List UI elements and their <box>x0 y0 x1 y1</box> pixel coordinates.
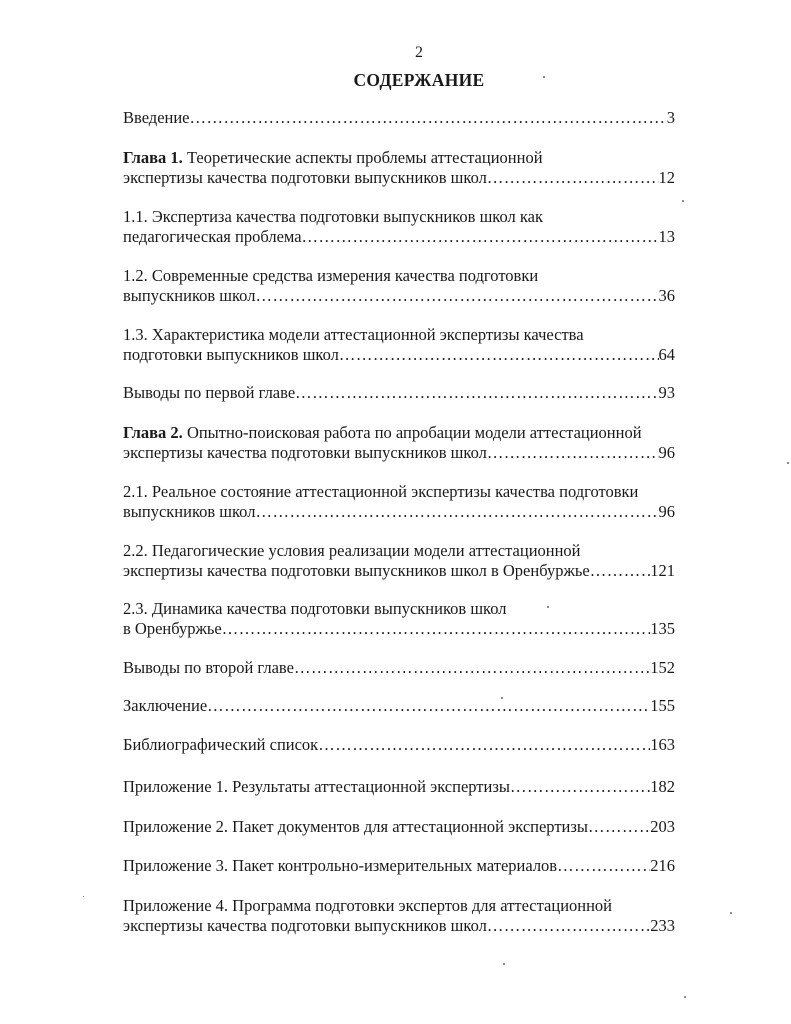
toc-page-number: 135 <box>650 619 675 638</box>
toc-page-number: 163 <box>650 735 675 754</box>
toc-entry-conclusion[interactable] <box>123 696 675 716</box>
scan-speck <box>682 200 684 202</box>
toc-entry-appendix-1[interactable] <box>123 777 675 797</box>
toc-page-number: 36 <box>658 286 675 305</box>
toc-page-number: 96 <box>658 443 675 462</box>
toc-page-number: 121 <box>650 561 675 580</box>
scan-speck <box>83 896 84 897</box>
toc-page-number: 96 <box>658 502 675 521</box>
leader-dots <box>255 502 658 522</box>
leader-dots <box>318 735 650 755</box>
toc-entry-introduction[interactable] <box>123 108 675 128</box>
scan-speck <box>503 963 505 965</box>
scan-speck <box>547 606 549 608</box>
toc-entry-title: Выводы по первой главе <box>123 383 296 402</box>
leader-dots <box>222 619 650 639</box>
toc-page-number: 152 <box>650 658 675 677</box>
toc-page-number: 13 <box>658 227 675 246</box>
toc-entry-appendix-3[interactable] <box>123 856 675 876</box>
toc-entry-title: экспертизы качества подготовки выпускников школ <box>123 443 487 462</box>
toc-entry-title-line1: 2.3. Динамика качества подготовки выпускников школ <box>123 599 507 618</box>
toc-entry-section-1-2[interactable] <box>123 266 675 306</box>
scan-speck <box>543 76 545 78</box>
leader-dots <box>255 286 658 306</box>
toc-entry-section-2-2[interactable] <box>123 541 675 581</box>
toc-page-number: 216 <box>650 856 675 875</box>
chapter-label: Глава 2. <box>123 423 183 442</box>
toc-entry-bibliography[interactable] <box>123 735 675 755</box>
toc-entry-title-line1: Опытно-поисковая работа по апробации модели аттестационной <box>182 423 642 442</box>
toc-entry-title-line1: 2.2. Педагогические условия реализации модели аттестационной <box>123 541 581 560</box>
toc-entry-title: выпускников школ <box>123 502 256 521</box>
leader-dots <box>294 658 650 678</box>
toc-entry-title-line1: Приложение 4. Программа подготовки экспертов для аттестационной <box>123 896 613 915</box>
toc-entry-title: Заключение <box>123 696 208 715</box>
toc-entry-title: экспертизы качества подготовки выпускников школ <box>123 916 487 935</box>
chapter-label: Глава 1. <box>123 148 183 167</box>
leader-dots <box>590 561 651 581</box>
leader-dots <box>487 443 659 463</box>
toc-entry-title: Введение <box>123 108 190 127</box>
toc-entry-title-line1: 1.3. Характеристика модели аттестационной экспертизы качества <box>123 325 584 344</box>
toc-entry-title: педагогическая проблема <box>123 227 302 246</box>
scan-speck <box>787 462 789 464</box>
leader-dots <box>510 777 650 797</box>
toc-entry-chapter-2[interactable] <box>123 423 675 463</box>
leader-dots <box>295 383 658 403</box>
page-title: СОДЕРЖАНИЕ <box>353 70 485 90</box>
toc-entry-title: в Оренбуржье <box>123 619 222 638</box>
toc-entry-title-line1: 2.1. Реальное состояние аттестационной экспертизы качества подготовки <box>123 482 639 501</box>
leader-dots <box>302 227 659 247</box>
toc-entry-title-line1: Теоретические аспекты проблемы аттестационной <box>182 148 543 167</box>
toc-entry-title: Приложение 2. Пакет документов для аттестационной экспертизы <box>123 817 588 836</box>
toc-entry-section-1-3[interactable] <box>123 325 675 365</box>
toc-entry-chapter-2-conclusions[interactable] <box>123 658 675 678</box>
toc-entry-title: Приложение 1. Результаты аттестационной экспертизы <box>123 777 510 796</box>
toc-page-number: 233 <box>650 916 675 935</box>
toc-entry-title-line1: 1.2. Современные средства измерения качества подготовки <box>123 266 539 285</box>
leader-dots <box>339 345 659 365</box>
toc-entry-title: подготовки выпускников школ <box>123 345 339 364</box>
toc-page-number: 93 <box>658 383 675 402</box>
toc-entry-chapter-1-conclusions[interactable] <box>123 383 675 403</box>
leader-dots <box>487 916 650 936</box>
toc-entry-title: Приложение 3. Пакет контрольно-измерительных материалов <box>123 856 558 875</box>
leader-dots <box>207 696 650 716</box>
leader-dots <box>190 108 667 128</box>
toc-page-number: 203 <box>650 817 675 836</box>
toc-entry-title: экспертизы качества подготовки выпускников школ <box>123 168 487 187</box>
toc-page-number: 182 <box>650 777 675 796</box>
toc-entry-chapter-1[interactable] <box>123 148 675 188</box>
toc-entry-title: выпускников школ <box>123 286 256 305</box>
toc-entry-title: Выводы по второй главе <box>123 658 294 677</box>
toc-entry-section-2-1[interactable] <box>123 482 675 522</box>
scan-speck <box>730 912 732 914</box>
toc-entry-title-line1: 1.1. Экспертиза качества подготовки выпускников школ как <box>123 207 543 226</box>
scan-speck <box>501 697 503 699</box>
leader-dots <box>588 817 650 837</box>
toc-page-number: 12 <box>658 168 675 187</box>
toc-entry-section-2-3[interactable] <box>123 599 675 639</box>
leader-dots <box>557 856 650 876</box>
toc-page-number: 155 <box>650 696 675 715</box>
toc-page-number: 3 <box>666 108 675 127</box>
toc-entry-title: Библиографический список <box>123 735 319 754</box>
scan-speck <box>684 996 686 998</box>
toc-entry-appendix-4[interactable] <box>123 896 675 936</box>
toc-entry-title: экспертизы качества подготовки выпускников школ в Оренбуржье <box>123 561 590 580</box>
toc-entry-appendix-2[interactable] <box>123 817 675 837</box>
leader-dots <box>487 168 659 188</box>
toc-page-number: 64 <box>658 345 675 364</box>
toc-entry-section-1-1[interactable] <box>123 207 675 247</box>
page-number: 2 <box>415 44 423 61</box>
